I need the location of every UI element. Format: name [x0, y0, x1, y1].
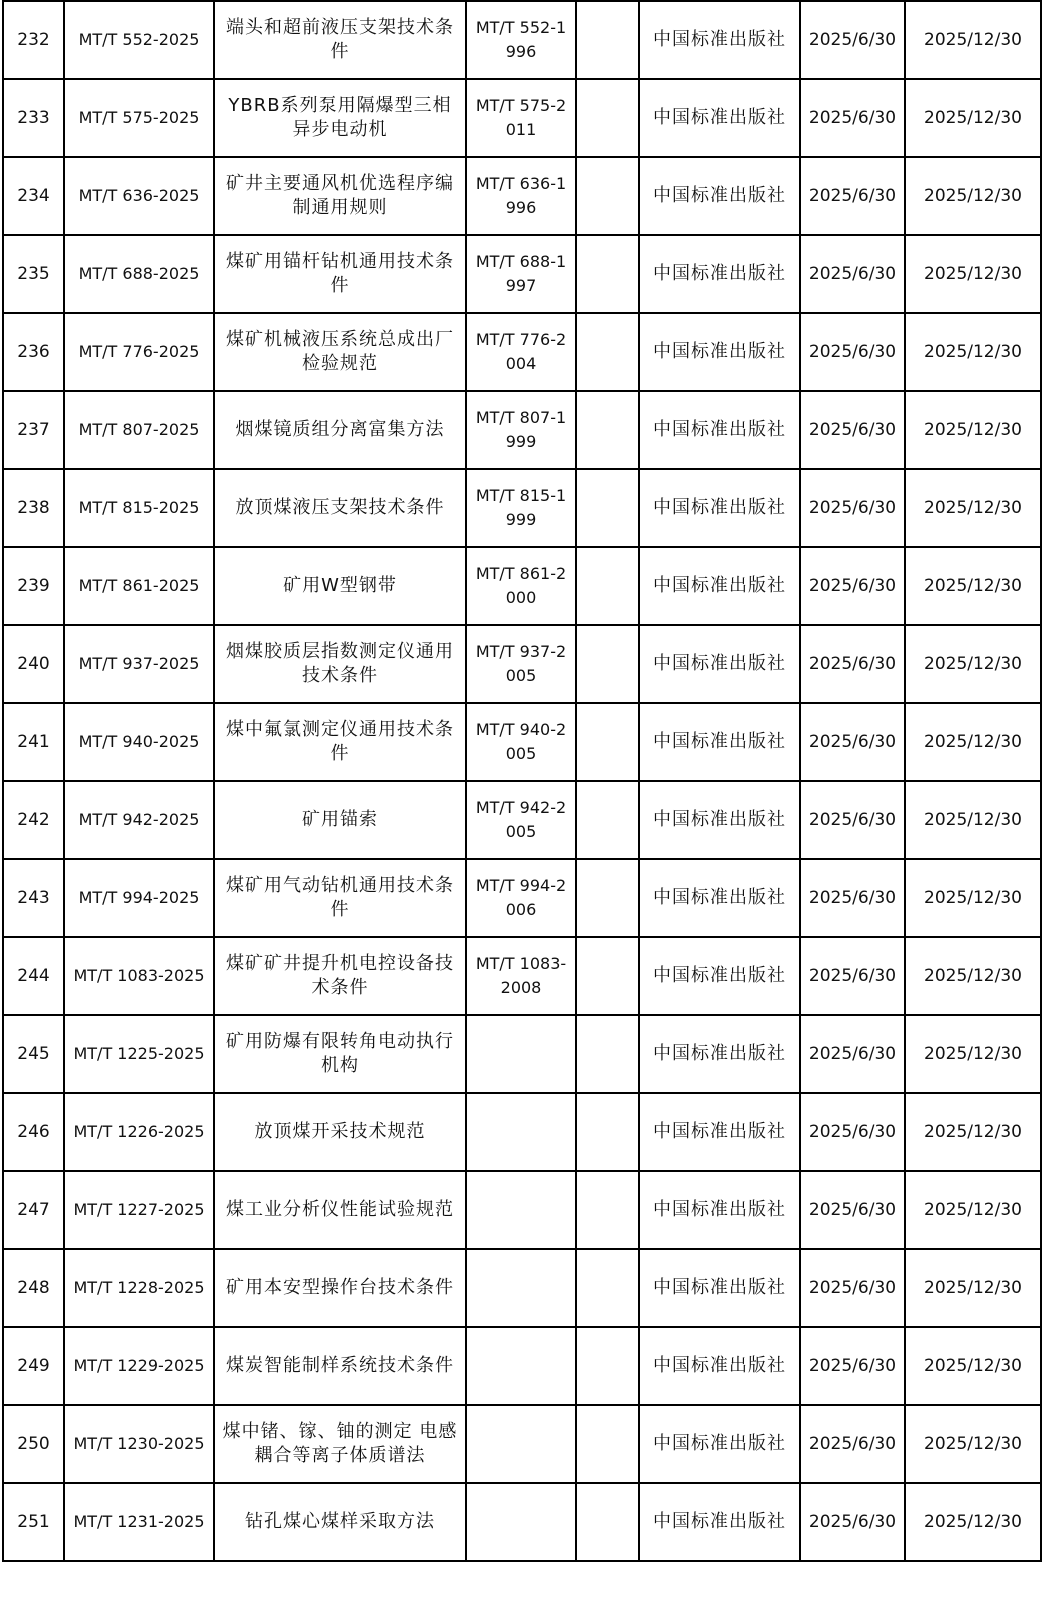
replaced-standard-cell — [466, 1405, 576, 1483]
publisher-cell: 中国标准出版社 — [639, 1327, 800, 1405]
standard-name-cell: 矿用W型钢带 — [214, 547, 466, 625]
empty-cell — [576, 469, 639, 547]
release-date-cell: 2025/6/30 — [800, 1093, 905, 1171]
standard-code-cell: MT/T 636-2025 — [64, 157, 214, 235]
implementation-date-cell: 2025/12/30 — [905, 859, 1041, 937]
implementation-date-cell: 2025/12/30 — [905, 1249, 1041, 1327]
release-date-cell: 2025/6/30 — [800, 469, 905, 547]
replaced-standard-cell: MT/T 807-1999 — [466, 391, 576, 469]
release-date-cell: 2025/6/30 — [800, 625, 905, 703]
standard-code-cell: MT/T 1231-2025 — [64, 1483, 214, 1561]
table-row — [3, 79, 1041, 157]
implementation-date-cell: 2025/12/30 — [905, 1483, 1041, 1561]
implementation-date-cell: 2025/12/30 — [905, 1171, 1041, 1249]
publisher-cell: 中国标准出版社 — [639, 469, 800, 547]
replaced-standard-cell: MT/T 861-2000 — [466, 547, 576, 625]
implementation-date-cell: 2025/12/30 — [905, 79, 1041, 157]
replaced-standard-cell: MT/T 776-2004 — [466, 313, 576, 391]
table-row — [3, 235, 1041, 313]
standard-name-cell: 煤中氟氯测定仪通用技术条件 — [214, 703, 466, 781]
standard-name-cell: 端头和超前液压支架技术条件 — [214, 1, 466, 79]
standards-table — [2, 0, 1042, 1562]
publisher-cell: 中国标准出版社 — [639, 1405, 800, 1483]
table-row — [3, 859, 1041, 937]
implementation-date-cell: 2025/12/30 — [905, 1327, 1041, 1405]
standard-name-cell: 煤矿用气动钻机通用技术条件 — [214, 859, 466, 937]
implementation-date-cell: 2025/12/30 — [905, 157, 1041, 235]
standard-name-cell: 煤炭智能制样系统技术条件 — [214, 1327, 466, 1405]
implementation-date-cell: 2025/12/30 — [905, 625, 1041, 703]
publisher-cell: 中国标准出版社 — [639, 703, 800, 781]
replaced-standard-cell — [466, 1093, 576, 1171]
standard-name-cell: 煤矿用锚杆钻机通用技术条件 — [214, 235, 466, 313]
row-number-cell: 233 — [3, 79, 64, 157]
standard-name-cell: 煤工业分析仪性能试验规范 — [214, 1171, 466, 1249]
release-date-cell: 2025/6/30 — [800, 157, 905, 235]
empty-cell — [576, 1171, 639, 1249]
table-row — [3, 1093, 1041, 1171]
replaced-standard-cell: MT/T 1083-2008 — [466, 937, 576, 1015]
standard-code-cell: MT/T 575-2025 — [64, 79, 214, 157]
empty-cell — [576, 1, 639, 79]
standard-code-cell: MT/T 688-2025 — [64, 235, 214, 313]
implementation-date-cell: 2025/12/30 — [905, 313, 1041, 391]
standard-name-cell: 矿用锚索 — [214, 781, 466, 859]
table-row — [3, 703, 1041, 781]
table-row — [3, 1015, 1041, 1093]
publisher-cell: 中国标准出版社 — [639, 781, 800, 859]
publisher-cell: 中国标准出版社 — [639, 1483, 800, 1561]
row-number-cell: 244 — [3, 937, 64, 1015]
publisher-cell: 中国标准出版社 — [639, 391, 800, 469]
publisher-cell: 中国标准出版社 — [639, 1249, 800, 1327]
row-number-cell: 246 — [3, 1093, 64, 1171]
publisher-cell: 中国标准出版社 — [639, 547, 800, 625]
empty-cell — [576, 391, 639, 469]
standard-name-cell: 放顶煤液压支架技术条件 — [214, 469, 466, 547]
empty-cell — [576, 547, 639, 625]
release-date-cell: 2025/6/30 — [800, 937, 905, 1015]
row-number-cell: 239 — [3, 547, 64, 625]
standard-code-cell: MT/T 1226-2025 — [64, 1093, 214, 1171]
release-date-cell: 2025/6/30 — [800, 79, 905, 157]
empty-cell — [576, 781, 639, 859]
publisher-cell: 中国标准出版社 — [639, 79, 800, 157]
row-number-cell: 247 — [3, 1171, 64, 1249]
publisher-cell: 中国标准出版社 — [639, 235, 800, 313]
table-row — [3, 1171, 1041, 1249]
publisher-cell: 中国标准出版社 — [639, 625, 800, 703]
standard-code-cell: MT/T 1225-2025 — [64, 1015, 214, 1093]
table-row — [3, 391, 1041, 469]
table-row — [3, 937, 1041, 1015]
release-date-cell: 2025/6/30 — [800, 1249, 905, 1327]
publisher-cell: 中国标准出版社 — [639, 1, 800, 79]
row-number-cell: 243 — [3, 859, 64, 937]
table-row — [3, 1483, 1041, 1561]
row-number-cell: 234 — [3, 157, 64, 235]
standard-code-cell: MT/T 1083-2025 — [64, 937, 214, 1015]
replaced-standard-cell: MT/T 940-2005 — [466, 703, 576, 781]
table-row — [3, 1249, 1041, 1327]
replaced-standard-cell — [466, 1171, 576, 1249]
release-date-cell: 2025/6/30 — [800, 1171, 905, 1249]
standard-name-cell: 烟煤胶质层指数测定仪通用技术条件 — [214, 625, 466, 703]
table-row — [3, 313, 1041, 391]
row-number-cell: 249 — [3, 1327, 64, 1405]
release-date-cell: 2025/6/30 — [800, 313, 905, 391]
standard-code-cell: MT/T 1227-2025 — [64, 1171, 214, 1249]
replaced-standard-cell: MT/T 575-2011 — [466, 79, 576, 157]
publisher-cell: 中国标准出版社 — [639, 1171, 800, 1249]
release-date-cell: 2025/6/30 — [800, 1483, 905, 1561]
standard-name-cell: 煤矿矿井提升机电控设备技术条件 — [214, 937, 466, 1015]
standard-code-cell: MT/T 807-2025 — [64, 391, 214, 469]
standard-code-cell: MT/T 937-2025 — [64, 625, 214, 703]
standard-code-cell: MT/T 815-2025 — [64, 469, 214, 547]
empty-cell — [576, 1093, 639, 1171]
empty-cell — [576, 157, 639, 235]
release-date-cell: 2025/6/30 — [800, 547, 905, 625]
implementation-date-cell: 2025/12/30 — [905, 781, 1041, 859]
row-number-cell: 235 — [3, 235, 64, 313]
implementation-date-cell: 2025/12/30 — [905, 1, 1041, 79]
implementation-date-cell: 2025/12/30 — [905, 1015, 1041, 1093]
replaced-standard-cell: MT/T 937-2005 — [466, 625, 576, 703]
empty-cell — [576, 625, 639, 703]
implementation-date-cell: 2025/12/30 — [905, 1405, 1041, 1483]
standard-code-cell: MT/T 552-2025 — [64, 1, 214, 79]
replaced-standard-cell — [466, 1015, 576, 1093]
row-number-cell: 236 — [3, 313, 64, 391]
standard-name-cell: 矿用防爆有限转角电动执行机构 — [214, 1015, 466, 1093]
replaced-standard-cell — [466, 1327, 576, 1405]
release-date-cell: 2025/6/30 — [800, 1327, 905, 1405]
implementation-date-cell: 2025/12/30 — [905, 937, 1041, 1015]
table-row — [3, 1, 1041, 79]
empty-cell — [576, 79, 639, 157]
empty-cell — [576, 313, 639, 391]
standard-name-cell: 煤中锗、镓、铀的测定 电感耦合等离子体质谱法 — [214, 1405, 466, 1483]
standard-name-cell: 烟煤镜质组分离富集方法 — [214, 391, 466, 469]
release-date-cell: 2025/6/30 — [800, 1, 905, 79]
replaced-standard-cell: MT/T 942-2005 — [466, 781, 576, 859]
publisher-cell: 中国标准出版社 — [639, 859, 800, 937]
release-date-cell: 2025/6/30 — [800, 703, 905, 781]
release-date-cell: 2025/6/30 — [800, 1405, 905, 1483]
empty-cell — [576, 1327, 639, 1405]
release-date-cell: 2025/6/30 — [800, 391, 905, 469]
standard-code-cell: MT/T 1228-2025 — [64, 1249, 214, 1327]
empty-cell — [576, 1405, 639, 1483]
empty-cell — [576, 235, 639, 313]
release-date-cell: 2025/6/30 — [800, 859, 905, 937]
standard-name-cell: 放顶煤开采技术规范 — [214, 1093, 466, 1171]
replaced-standard-cell: MT/T 815-1999 — [466, 469, 576, 547]
table-row — [3, 157, 1041, 235]
row-number-cell: 242 — [3, 781, 64, 859]
implementation-date-cell: 2025/12/30 — [905, 1093, 1041, 1171]
table-row — [3, 1327, 1041, 1405]
table-row — [3, 469, 1041, 547]
table-row — [3, 781, 1041, 859]
empty-cell — [576, 1015, 639, 1093]
replaced-standard-cell — [466, 1249, 576, 1327]
publisher-cell: 中国标准出版社 — [639, 1093, 800, 1171]
standard-code-cell: MT/T 1229-2025 — [64, 1327, 214, 1405]
table-body — [3, 1, 1041, 1561]
publisher-cell: 中国标准出版社 — [639, 937, 800, 1015]
table-row — [3, 1405, 1041, 1483]
standard-code-cell: MT/T 776-2025 — [64, 313, 214, 391]
standard-name-cell: 矿井主要通风机优选程序编制通用规则 — [214, 157, 466, 235]
replaced-standard-cell: MT/T 994-2006 — [466, 859, 576, 937]
publisher-cell: 中国标准出版社 — [639, 313, 800, 391]
replaced-standard-cell: MT/T 552-1996 — [466, 1, 576, 79]
release-date-cell: 2025/6/30 — [800, 1015, 905, 1093]
empty-cell — [576, 1249, 639, 1327]
empty-cell — [576, 859, 639, 937]
replaced-standard-cell: MT/T 688-1997 — [466, 235, 576, 313]
row-number-cell: 232 — [3, 1, 64, 79]
row-number-cell: 250 — [3, 1405, 64, 1483]
row-number-cell: 248 — [3, 1249, 64, 1327]
standard-name-cell: YBRB系列泵用隔爆型三相异步电动机 — [214, 79, 466, 157]
empty-cell — [576, 703, 639, 781]
row-number-cell: 241 — [3, 703, 64, 781]
replaced-standard-cell — [466, 1483, 576, 1561]
implementation-date-cell: 2025/12/30 — [905, 391, 1041, 469]
standard-code-cell: MT/T 940-2025 — [64, 703, 214, 781]
publisher-cell: 中国标准出版社 — [639, 1015, 800, 1093]
standard-code-cell: MT/T 942-2025 — [64, 781, 214, 859]
empty-cell — [576, 1483, 639, 1561]
standard-code-cell: MT/T 994-2025 — [64, 859, 214, 937]
standard-name-cell: 钻孔煤心煤样采取方法 — [214, 1483, 466, 1561]
standard-name-cell: 矿用本安型操作台技术条件 — [214, 1249, 466, 1327]
release-date-cell: 2025/6/30 — [800, 781, 905, 859]
implementation-date-cell: 2025/12/30 — [905, 235, 1041, 313]
row-number-cell: 237 — [3, 391, 64, 469]
standard-code-cell: MT/T 861-2025 — [64, 547, 214, 625]
table-row — [3, 547, 1041, 625]
row-number-cell: 251 — [3, 1483, 64, 1561]
implementation-date-cell: 2025/12/30 — [905, 547, 1041, 625]
standard-name-cell: 煤矿机械液压系统总成出厂检验规范 — [214, 313, 466, 391]
row-number-cell: 240 — [3, 625, 64, 703]
row-number-cell: 245 — [3, 1015, 64, 1093]
publisher-cell: 中国标准出版社 — [639, 157, 800, 235]
row-number-cell: 238 — [3, 469, 64, 547]
empty-cell — [576, 937, 639, 1015]
release-date-cell: 2025/6/30 — [800, 235, 905, 313]
table-row — [3, 625, 1041, 703]
standard-code-cell: MT/T 1230-2025 — [64, 1405, 214, 1483]
implementation-date-cell: 2025/12/30 — [905, 469, 1041, 547]
implementation-date-cell: 2025/12/30 — [905, 703, 1041, 781]
replaced-standard-cell: MT/T 636-1996 — [466, 157, 576, 235]
